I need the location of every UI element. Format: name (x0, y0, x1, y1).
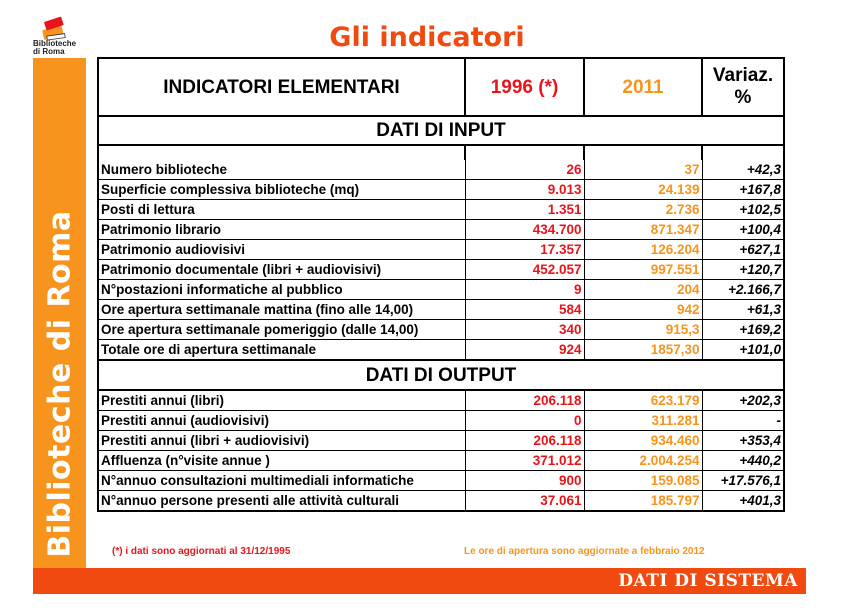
value-1996: 206.118 (465, 390, 584, 411)
note-2011: Le ore di apertura sono aggiornate a febbraio 2012 (464, 546, 705, 557)
value-1996: 900 (465, 471, 584, 491)
indicators-table (97, 57, 785, 512)
value-2011: 942 (584, 300, 702, 320)
value-1996: 206.118 (465, 431, 584, 451)
header-variation (702, 58, 784, 116)
header-2011: 2011 (584, 58, 702, 116)
logo-text-line1: Biblioteche (33, 39, 77, 48)
value-variation: +167,8 (702, 180, 784, 200)
value-2011: 623.179 (584, 390, 702, 411)
value-2011: 871.347 (584, 220, 702, 240)
value-2011: 915,3 (584, 320, 702, 340)
section-input-title: DATI DI INPUT (98, 116, 784, 145)
logo-text-line2: di Roma (33, 47, 65, 56)
footer-bar (33, 568, 806, 594)
row-label: Patrimonio documentale (libri + audiovisivi) (98, 260, 465, 280)
header-variation-line2: % (734, 87, 752, 108)
value-variation: +440,2 (702, 451, 784, 471)
value-1996: 0 (465, 411, 584, 431)
section-row-output (98, 360, 784, 390)
note-1996: (*) i dati sono aggiornati al 31/12/1995 (112, 546, 291, 557)
table-row (98, 320, 784, 340)
table-row (98, 340, 784, 361)
value-1996: 17.357 (465, 240, 584, 260)
row-label: Prestiti annui (libri) (98, 390, 465, 411)
sidebar-title: Biblioteche di Roma (42, 210, 78, 558)
row-label: Affluenza (n°visite annue ) (98, 451, 465, 471)
value-1996: 26 (465, 160, 584, 180)
value-2011: 2.004.254 (584, 451, 702, 471)
table-header-row (98, 58, 784, 116)
value-2011: 997.551 (584, 260, 702, 280)
page-title: Gli indicatori (329, 22, 525, 53)
row-label: Ore apertura settimanale mattina (fino alle 14,00) (98, 300, 465, 320)
value-1996: 371.012 (465, 451, 584, 471)
table-row (98, 390, 784, 411)
value-variation: +42,3 (702, 160, 784, 180)
value-1996: 340 (465, 320, 584, 340)
value-2011: 1857,30 (584, 340, 702, 361)
value-2011: 24.139 (584, 180, 702, 200)
table-row (98, 411, 784, 431)
value-variation: +120,7 (702, 260, 784, 280)
value-2011: 126.204 (584, 240, 702, 260)
table-row (98, 220, 784, 240)
row-label: Prestiti annui (libri + audiovisivi) (98, 431, 465, 451)
value-2011: 934.460 (584, 431, 702, 451)
table-row (98, 451, 784, 471)
row-label: N°annuo persone presenti alle attività culturali (98, 491, 465, 512)
value-2011: 204 (584, 280, 702, 300)
header-1996: 1996 (*) (465, 58, 584, 116)
table-row (98, 431, 784, 451)
value-variation: +61,3 (702, 300, 784, 320)
value-variation: +101,0 (702, 340, 784, 361)
value-1996: 924 (465, 340, 584, 361)
section-output-title: DATI DI OUTPUT (98, 360, 784, 390)
row-label: N°postazioni informatiche al pubblico (98, 280, 465, 300)
value-2011: 37 (584, 160, 702, 180)
value-2011: 159.085 (584, 471, 702, 491)
table-row (98, 180, 784, 200)
value-variation: - (702, 411, 784, 431)
header-variation-line1: Variaz. (712, 65, 774, 86)
row-label: Totale ore di apertura settimanale (98, 340, 465, 361)
value-variation: +100,4 (702, 220, 784, 240)
value-variation: +202,3 (702, 390, 784, 411)
header-indicators: INDICATORI ELEMENTARI (98, 58, 465, 116)
table-row (98, 471, 784, 491)
table-row (98, 491, 784, 512)
value-variation: +401,3 (702, 491, 784, 512)
table-row (98, 260, 784, 280)
input-rows (98, 160, 784, 360)
value-variation: +627,1 (702, 240, 784, 260)
value-variation: +17.576,1 (702, 471, 784, 491)
table-row (98, 240, 784, 260)
row-label: N°annuo consultazioni multimediali informatiche (98, 471, 465, 491)
value-variation: +353,4 (702, 431, 784, 451)
row-label: Ore apertura settimanale pomeriggio (dalle 14,00) (98, 320, 465, 340)
output-rows (98, 390, 784, 511)
value-2011: 185.797 (584, 491, 702, 512)
value-1996: 9.013 (465, 180, 584, 200)
value-1996: 1.351 (465, 200, 584, 220)
value-1996: 37.061 (465, 491, 584, 512)
row-label: Patrimonio audiovisivi (98, 240, 465, 260)
section-row-input (98, 116, 784, 145)
row-label: Superficie complessiva biblioteche (mq) (98, 180, 465, 200)
row-label: Patrimonio librario (98, 220, 465, 240)
row-label: Posti di lettura (98, 200, 465, 220)
footer-title: DATI DI SISTEMA (618, 571, 798, 591)
value-1996: 452.057 (465, 260, 584, 280)
value-1996: 434.700 (465, 220, 584, 240)
row-label: Numero biblioteche (98, 160, 465, 180)
spacer-row (98, 145, 784, 160)
table-row (98, 160, 784, 180)
value-1996: 584 (465, 300, 584, 320)
table-row (98, 280, 784, 300)
table-row (98, 200, 784, 220)
value-variation: +169,2 (702, 320, 784, 340)
value-2011: 2.736 (584, 200, 702, 220)
value-2011: 311.281 (584, 411, 702, 431)
table-row (98, 300, 784, 320)
row-label: Prestiti annui (audiovisivi) (98, 411, 465, 431)
value-variation: +102,5 (702, 200, 784, 220)
value-variation: +2.166,7 (702, 280, 784, 300)
value-1996: 9 (465, 280, 584, 300)
